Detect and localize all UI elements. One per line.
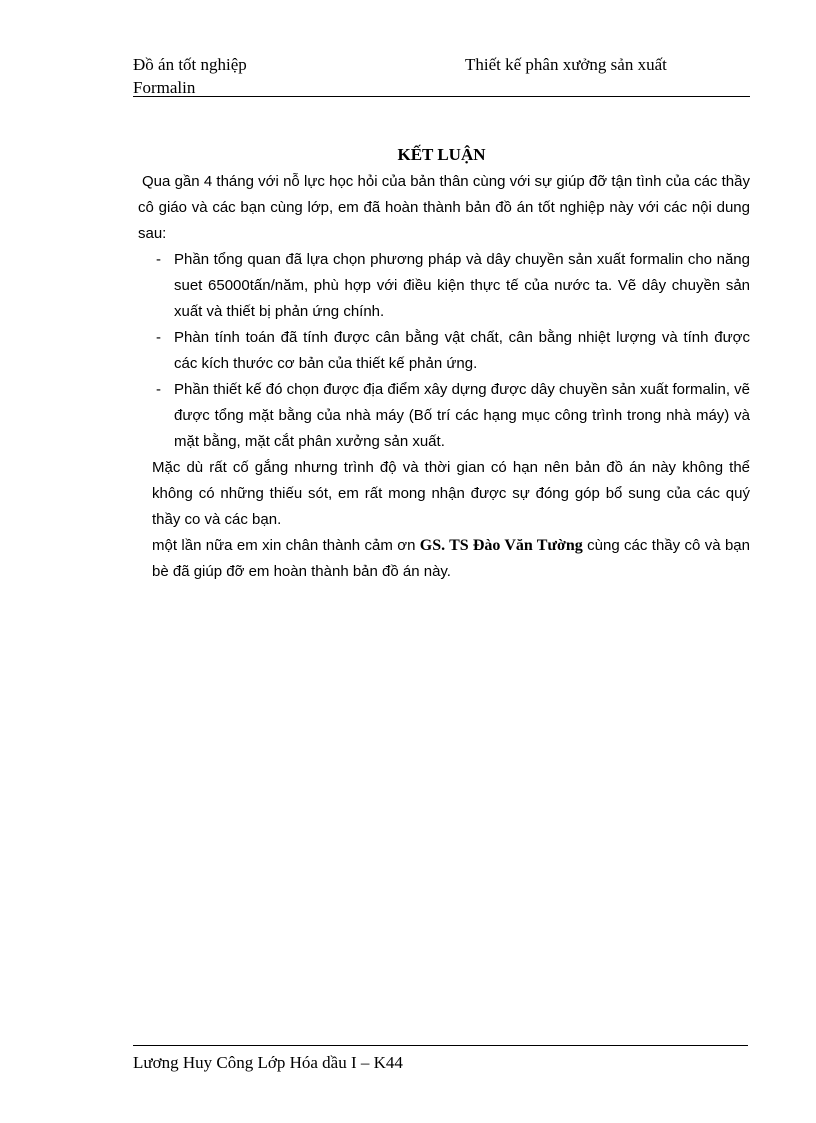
list-item [138,377,750,455]
advisor-name: GS. TS Đào Văn Tường [419,537,583,554]
bullet-marker: - [156,329,161,346]
content-list [138,247,750,455]
page-title: KẾT LUẬN [397,145,486,164]
intro-paragraph: Qua gần 4 tháng với nỗ lực học hỏi của bản thân cùng với sự giúp đỡ tận tình của các thầy cô giáo và các bạn cùng lớp, em đã hoàn thành bản đồ án tốt nghiệp này với các nội dung sau: [138,173,750,242]
header-subject: Formalin [133,78,196,97]
thanks-text-after: cùng các thầy cô và bạn bè đã giúp đỡ em hoàn thành bản đồ án này. [152,537,750,580]
thanks-text-before: một lần nữa em xin chân thành cảm ơn [152,537,420,554]
list-item [138,247,750,325]
header-course: Đồ án tốt nghiệp [133,55,247,74]
bullet-marker: - [156,251,161,268]
thanks-paragraph [138,533,750,585]
list-item-text: Phần tổng quan đã lựa chọn phương pháp và dây chuyền sản xuất formalin cho năng suet 65000tấn/năm, phù hợp với điều kiện thực tế của nước ta. Vẽ dây chuyền sản xuất và thiết bị phản ứng chính. [174,251,750,320]
list-item-text: Phàn tính toán đã tính được cân bằng vật chất, cân bằng nhiệt lượng và tính được các kích thước cơ bản của thiết kế phản ứng. [174,329,750,372]
footer-author: Lương Huy Công Lớp Hóa dầu I – K44 [133,1053,403,1072]
list-item-text: Phần thiết kế đó chọn được địa điểm xây dựng được dây chuyền sản xuất formalin, vẽ được tổng mặt bằng của nhà máy (Bố trí các hạng mục công trình trong nhà máy) và mặt bằng, mặt cắt phân xưởng sản xuất. [174,381,750,450]
header-divider [133,96,750,97]
header-right: Thiết kế phân xưởng sản xuất [465,55,667,74]
bullet-marker: - [156,381,161,398]
closing-paragraph: Mặc dù rất cố gắng nhưng trình độ và thời gian có hạn nên bản đồ án này không thể không có những thiếu sót, em rất mong nhận được sự đóng góp bổ sung của các quý thầy co và các bạn. [152,459,750,528]
footer-divider [133,1045,748,1046]
conclusion-body [138,169,750,585]
list-item [138,325,750,377]
header-left [133,53,247,99]
